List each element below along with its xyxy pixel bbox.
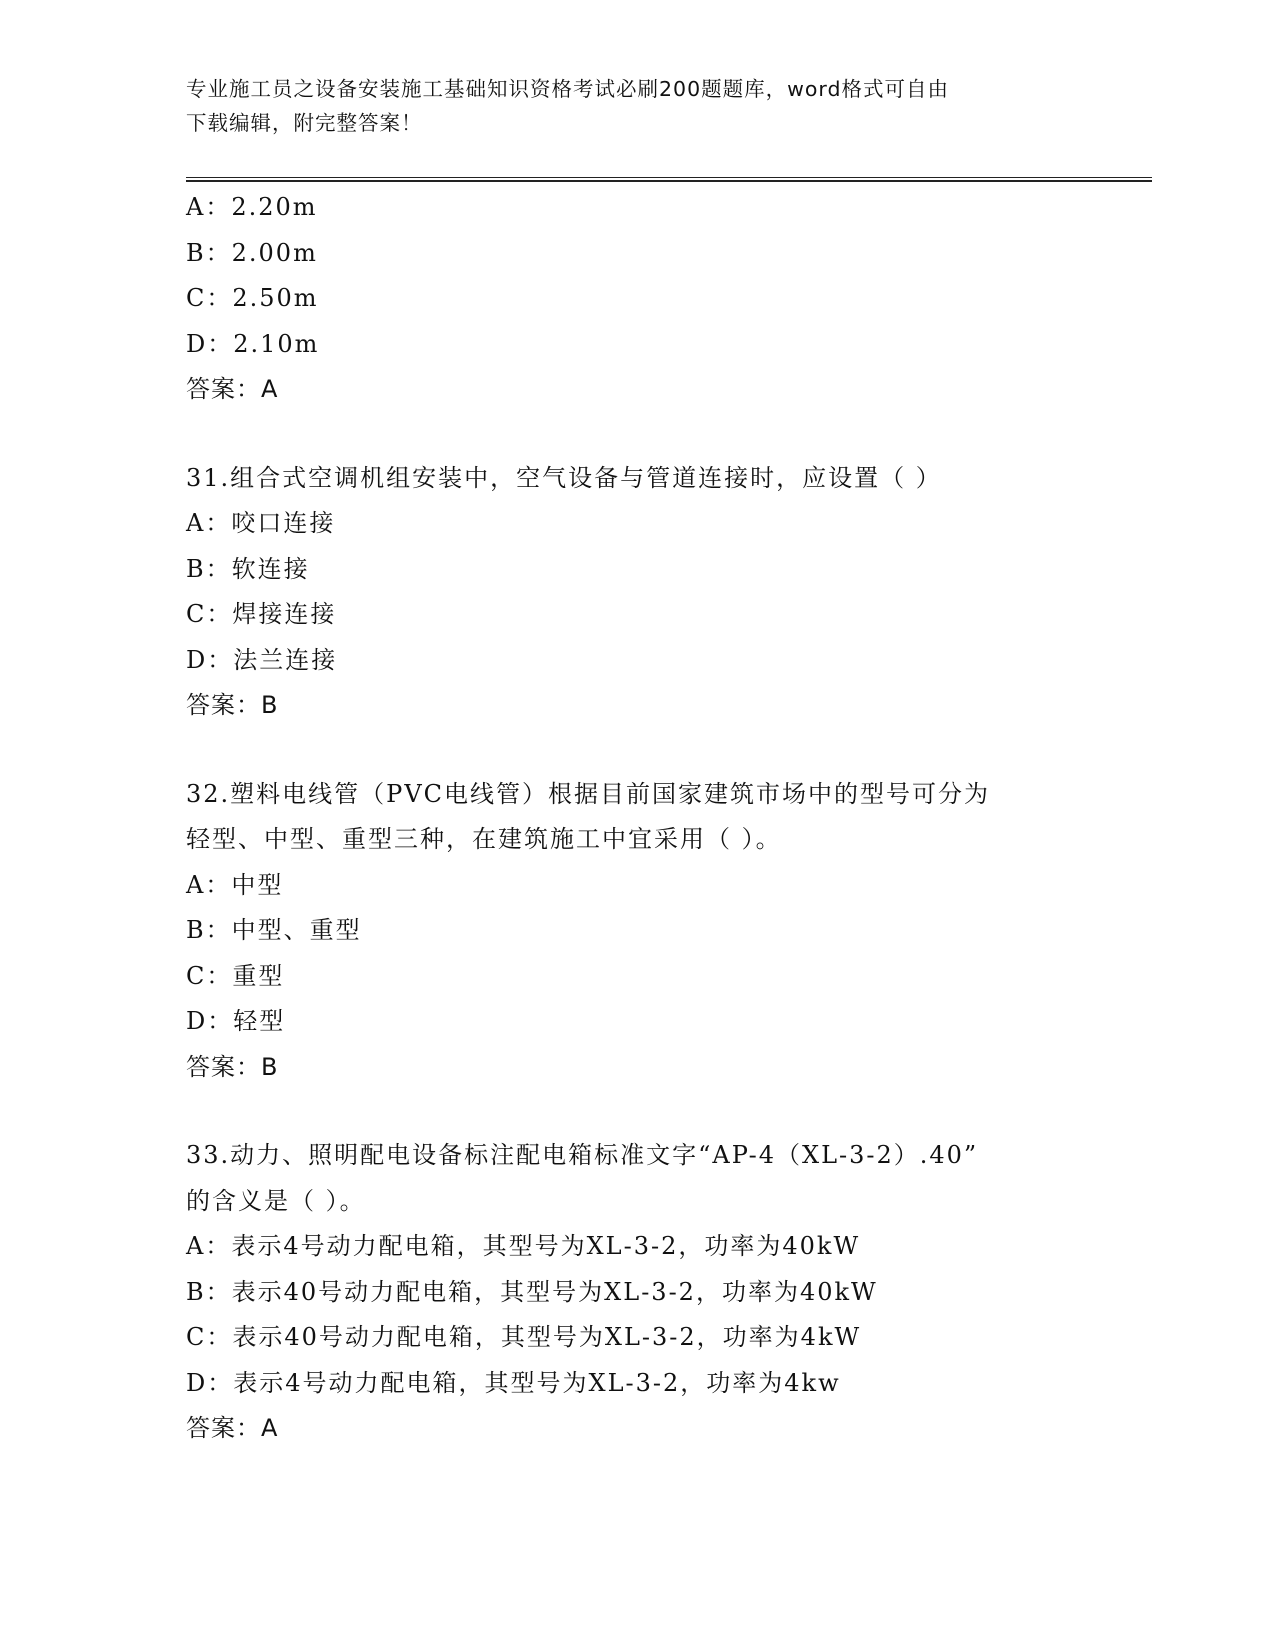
header-divider-thin [186,177,1152,178]
question-list [186,185,1086,1452]
option-c: C：2.50m [186,284,319,312]
question-text: 31.组合式空调机组安装中，空气设备与管道连接时，应设置（ ） [186,463,942,492]
question-30-tail [186,185,1086,413]
question-31 [186,456,1086,729]
header-title-line-2: 下载编辑，附完整答案！ [186,111,423,135]
answer-line: 答案：A [186,1414,279,1442]
question-text-line-1: 32.塑料电线管（PVC电线管）根据目前国家建筑市场中的型号可分为 [186,779,991,808]
option-a: A：中型 [186,870,284,899]
option-a: A：表示4号动力配电箱，其型号为XL-3-2，功率为40kW [186,1232,861,1260]
question-text-line-1: 33.动力、照明配电设备标注配电箱标准文字“AP-4（XL-3-2）.40” [186,1141,979,1169]
answer-line: 答案：B [186,691,279,719]
spacer [186,413,1086,456]
question-33 [186,1133,1086,1452]
answer-line: 答案：A [186,375,279,403]
header-title-line-1: 专业施工员之设备安装施工基础知识资格考试必刷200题题库，word格式可自由 [186,77,950,101]
spacer [186,1090,1086,1133]
question-text-line-2: 轻型、中型、重型三种，在建筑施工中宜采用（ ）。 [186,825,782,853]
spacer [186,729,1086,772]
question-text-line-2: 的含义是（ ）。 [186,1186,366,1215]
question-32 [186,772,1086,1091]
option-d: D：表示4号动力配电箱，其型号为XL-3-2，功率为4kw [186,1368,841,1397]
answer-line: 答案：B [186,1052,279,1081]
option-a: A：2.20m [186,193,318,221]
option-b: B：软连接 [186,554,310,583]
option-c: C：表示40号动力配电箱，其型号为XL-3-2，功率为4kW [186,1323,862,1351]
option-b: B：表示40号动力配电箱，其型号为XL-3-2，功率为40kW [186,1277,878,1306]
option-b: B：中型、重型 [186,916,362,944]
option-c: C：重型 [186,961,285,990]
option-d: D：法兰连接 [186,645,338,674]
document-header [186,72,1066,140]
option-d: D：轻型 [186,1007,286,1035]
option-d: D：2.10m [186,329,320,358]
option-b: B：2.00m [186,238,318,267]
header-divider-thick [186,180,1152,182]
option-a: A：咬口连接 [186,509,336,537]
option-c: C：焊接连接 [186,600,337,628]
